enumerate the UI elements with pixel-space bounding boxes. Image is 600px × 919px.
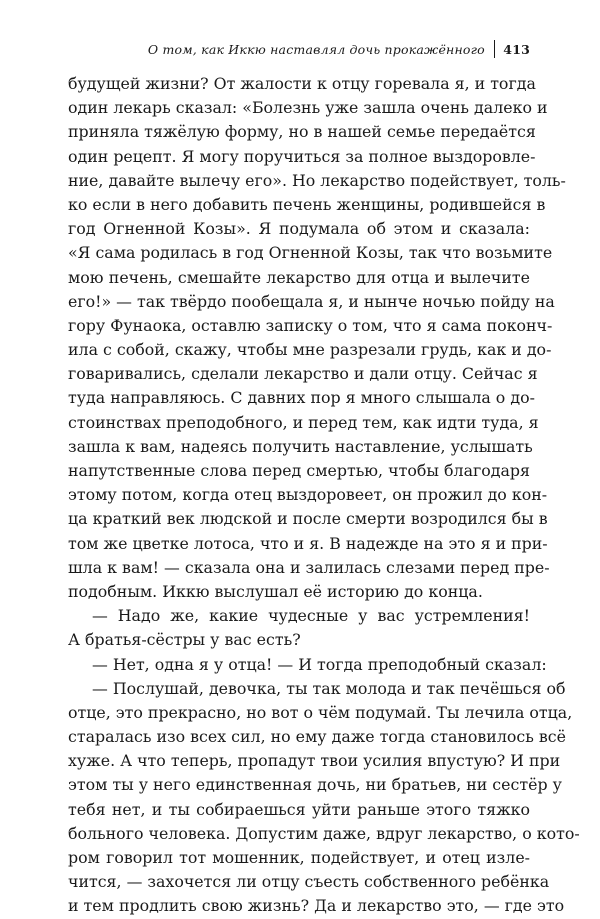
text-line: стоинствах преподобного, и перед тем, как идти туда, я xyxy=(68,412,539,432)
text-line: больного человека. Допустим даже, вдруг лекарство, о кото- xyxy=(68,823,580,843)
text-line: ние, давайте вылечу его». Но лекарство подействует, толь- xyxy=(68,170,566,190)
text-line: один рецепт. Я могу поручиться за полное выздоровле- xyxy=(68,146,536,166)
text-line: ца краткий век людской и после смерти возродился бы в xyxy=(68,509,548,529)
page-number: 413 xyxy=(503,41,530,57)
text-line: — Послушай, девочка, ты так молода и так печёшься об xyxy=(92,678,566,698)
text-line: и тем продлить свою жизнь? Да и лекарство это, — где это xyxy=(68,896,565,916)
text-line: том же цветке лотоса, что и я. В надежде на это я и при- xyxy=(68,533,548,553)
text-line: мою печень, смешайте лекарство для отца и вылечите xyxy=(68,267,530,287)
text-line: будущей жизни? От жалости к отцу горевала я, и тогда xyxy=(68,74,536,93)
text-line: — Нет, одна я у отца! — И тогда преподобный сказал: xyxy=(92,654,547,674)
text-line: его!» — так твёрдо пообещала я, и нынче ночью пойду на xyxy=(68,291,555,311)
text-line: туда направляюсь. С давних пор я много слышала о до- xyxy=(68,388,535,408)
text-line: хуже. А что теперь, пропадут твои усилия впустую? И при xyxy=(68,751,561,771)
text-line: говаривались, сделали лекарство и дали отцу. Сейчас я xyxy=(68,364,538,384)
text-line: чится, — захочется ли отцу съесть собственного ребёнка xyxy=(68,872,550,892)
text-line: год Огненной Козы». Я подумала об этом и сказала: xyxy=(68,219,530,239)
text-line: зашла к вам, надеясь получить наставление, услышать xyxy=(68,436,533,456)
text-line: этом ты у него единственная дочь, ни братьев, ни сестёр у xyxy=(68,775,562,795)
running-title: О том, как Иккю наставлял дочь прокажённого xyxy=(147,41,485,57)
text-line: ила с собой, скажу, чтобы мне разрезали грудь, как и до- xyxy=(68,340,552,360)
text-line: «Я сама родилась в год Огненной Козы, так что возьмите xyxy=(68,243,553,263)
text-line: напутственные слова перед смертью, чтобы благодаря xyxy=(68,461,530,480)
text-line: подобным. Иккю выслушал её историю до конца. xyxy=(68,581,483,601)
text-line: ко если в него добавить печень женщины, родившейся в xyxy=(68,194,546,214)
text-line: старалась изо всех сил, но ему даже тогда становилось всё xyxy=(68,727,566,747)
text-line: ром говорил тот мошенник, подействует, и отец изле- xyxy=(68,848,530,867)
text-line: приняла тяжёлую форму, но в нашей семье передаётся xyxy=(68,122,536,142)
running-header xyxy=(148,40,530,58)
header-divider xyxy=(494,40,495,58)
body-text xyxy=(68,72,580,919)
text-line: шла к вам! — сказала она и залилась слезами перед пре- xyxy=(68,557,550,577)
text-line: А братья-сёстры у вас есть? xyxy=(68,630,301,650)
text-line: отце, это прекрасно, но вот о чём подумай. Ты лечила отца, xyxy=(68,702,573,722)
text-line: один лекарь сказал: «Болезнь уже зашла очень далеко и xyxy=(68,98,548,118)
text-line: гору Фунаока, оставлю записку о том, что я сама поконч- xyxy=(68,315,553,335)
text-line: тебя нет, и ты собираешься уйти раньше этого тяжко xyxy=(68,799,530,819)
text-line: — Надо же, какие чудесные у вас устремления! xyxy=(92,606,530,626)
text-line: этому потом, когда отец выздоровеет, он прожил до кон- xyxy=(68,485,548,505)
